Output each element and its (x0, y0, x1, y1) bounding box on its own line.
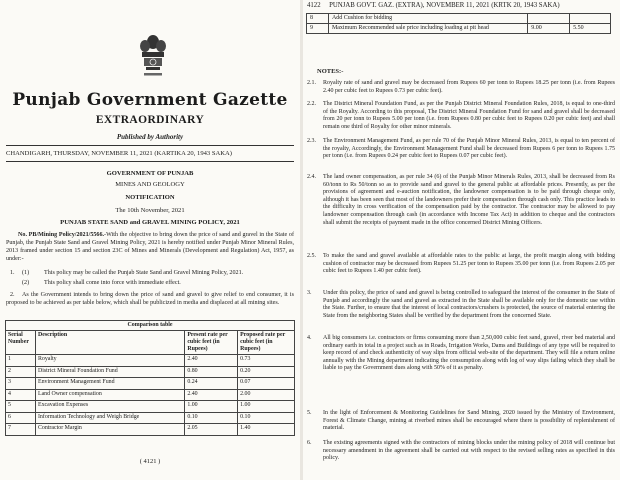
table-cell-present: 2.05 (185, 424, 238, 436)
note-text: The land owner compensation, as per rule 34 (6) of the Punjab Minor Minerals Rules, 2013, shall be decreased from Rs 60/tonn to Rs 50/tonn so as to provide sand and gravel to the general public at affordable prices. Presently, as per the provisions of agreement and e-auction notification, the landowner compensation is to be paid through cheque only, although it has been seen that most of the landowners prefer their compensation through cash only. This practice leads to the difficulty in cross verification of the compensation paid by the contractor. The contractor may be allowed to pay landowner compensation through cash (in accordance with Income Tax Act) in addition to cheque and the contractors shall submit the receipts of payment made in the office concerned District Mining Officers. (323, 174, 615, 226)
table-cell-sn: 6 (6, 412, 36, 424)
table-cell-sn: 5 (6, 401, 36, 413)
table-cell-proposed (570, 14, 611, 24)
table-cell-proposed: 2.00 (238, 389, 295, 401)
gazette-page-left (0, 0, 300, 480)
note-item (307, 335, 615, 373)
note-number: 6. (307, 440, 312, 446)
table-cell-proposed: 0.73 (238, 355, 295, 367)
table-cell-proposed: 5.50 (570, 24, 611, 34)
table-cell-proposed: 0.20 (238, 366, 295, 378)
table-cell-sn: 3 (6, 378, 36, 390)
running-head: 4122 PUNJAB GOVT. GAZ. (EXTRA), NOVEMBER 11, 2021 (KRTK 20, 1943 SAKA) (307, 2, 560, 9)
table-row (6, 366, 295, 378)
published-by: Published by Authority (116, 133, 184, 141)
item-1-number: 1. (10, 270, 15, 276)
table-cell-desc: Add Cushion for bidding (328, 14, 527, 24)
state-emblem-icon (133, 32, 173, 80)
comparison-table (5, 320, 295, 436)
table-cell-sn: 1 (6, 355, 36, 367)
note-item (307, 101, 615, 131)
note-number: 2.4. (307, 174, 316, 180)
note-number: 5. (307, 410, 312, 416)
gazette-page-right (303, 0, 620, 480)
note-item (307, 290, 615, 320)
table-row (307, 14, 611, 24)
notification-date: The 10th November, 2021 (115, 207, 185, 214)
note-number: 4. (307, 335, 312, 341)
note-number: 3. (307, 290, 312, 296)
notification-number: No. PB/Mining Policy/2021/5566. (18, 232, 105, 238)
table-cell-present: 2.40 (185, 389, 238, 401)
note-number: 2.5. (307, 253, 316, 259)
table-cell-proposed: 0.10 (238, 412, 295, 424)
page-number: ( 4121 ) (139, 458, 161, 465)
gazette-edition: EXTRAORDINARY (95, 114, 205, 126)
note-item (307, 138, 615, 161)
note-item (307, 174, 615, 227)
note-item (307, 80, 615, 95)
note-text: The Environment Management Fund, as per rule 70 of the Punjab Minor Mineral Rules, 2013, is equal to ten percent of the royalty, Accordingly, the Environment Management Fund shall be decreased from Rupees 6 per tonn to Rupees 1.75 per tonn (i.e. from Rupees 0.24 per cubic feet to Rupees 0.07 per cubic feet). (323, 138, 615, 160)
gazette-title: Punjab Government Gazette (12, 90, 288, 110)
divider (6, 145, 294, 146)
note-text: Under this policy, the price of sand and gravel is being controlled to safeguard the interest of the consumer in the State of Punjab and accordingly the sand and gravel as extracted in the State shall be available only for the domestic use within the State. Further, to ensure that the interest of local contractors/crushers is protected, the source of material entering the State from the neighboring States shall be verified by the department from the concerned State. (323, 290, 615, 319)
table-cell-proposed: 1.40 (238, 424, 295, 436)
table-row (6, 378, 295, 390)
government-name: GOVERNMENT OF PUNJAB (106, 170, 194, 177)
note-number: 2.2. (307, 101, 316, 107)
table-cell-desc: Environment Management Fund (35, 378, 184, 390)
policy-title: PUNJAB STATE SAND and GRAVEL MINING POLICY, 2021 (60, 219, 240, 226)
table-cell-present: 0.10 (185, 412, 238, 424)
note-text: To make the sand and gravel available at affordable rates to the public at large, the profit margin along with bidding cushion of contractor may be decreased from Rupees 51.25 per tonn to Rupees 35.00 per tonn (i.e. from Rupees 2.05 per cubic feet to Rupees 1.40 per cubic feet). (323, 253, 615, 275)
item-1a-text: This policy may be called the Punjab State Sand and Gravel Mining Policy, 2021. (44, 270, 244, 276)
note-text: All big consumers i.e. contractors or firms consuming more than 2,50,000 cubic feet sand, gravel, river bed material and ordinary earth in total in a project such as in Roads, Irrigation Works, Dams and Buildings of any type will be required to keep record of and check authenticity of way slips from official web-site of the department. They will file a return online annually with the Mining department indicating the consumption along with log of way slips failing which they shall be liable to pay the Government dues along with 50% of it as penalty. (323, 335, 615, 372)
header-description: Description (35, 331, 184, 355)
table-row (6, 389, 295, 401)
table-row (6, 401, 295, 413)
note-text: Royalty rate of sand and gravel may be decreased from Rupees 60 per tonn to Rupees 18.25 per tonn (i.e. from Rupees 2.40 per cubic feet to Rupees 0.73 per cubic feet). (323, 80, 615, 94)
table-cell-desc: Maximum Recommended sale price including loading at pit head (328, 24, 527, 34)
table-cell-present: 1.00 (185, 401, 238, 413)
header-present-rate: Present rate per cubic feet (in Rupees) (185, 331, 238, 355)
table-cell-sn: 9 (307, 24, 329, 34)
table-cell-desc: Information Technology and Weigh Bridge (35, 412, 184, 424)
note-text: In the light of Enforcement & Monitoring Guidelines for Sand Mining, 2020 issued by the Ministry of Environment, Forest & Climate Change, mining at riverbed mines shall be encouraged where there is possibility of replenishment of material. (323, 410, 615, 432)
table-body (307, 14, 611, 34)
divider (6, 161, 294, 162)
table-cell-desc: Excavation Expenses (35, 401, 184, 413)
table-cell-desc: Land Owner compensation (35, 389, 184, 401)
header-proposed-rate: Proposed rate per cubic feet (in Rupees) (238, 331, 295, 355)
comparison-table-continued (306, 13, 611, 34)
table-cell-desc: District Mineral Foundation Fund (35, 366, 184, 378)
table-cell-present: 9.00 (528, 24, 570, 34)
table-row (307, 24, 611, 34)
table-cell-sn: 7 (6, 424, 36, 436)
table-cell-sn: 2 (6, 366, 36, 378)
table-row (6, 412, 295, 424)
note-number: 2.3. (307, 138, 316, 144)
table-caption: Comparison table (6, 321, 295, 331)
table-cell-sn: 4 (6, 389, 36, 401)
note-item (307, 253, 615, 276)
item-1b-number: (2) (22, 280, 30, 286)
table-row (6, 424, 295, 436)
note-item (307, 410, 615, 433)
table-cell-sn: 8 (307, 14, 329, 24)
dateline: CHANDIGARH, THURSDAY, NOVEMBER 11, 2021 (KARTIKA 20, 1943 SAKA) (6, 150, 233, 157)
intro-paragraph (6, 231, 294, 263)
note-number: 2.1. (307, 80, 316, 86)
department-name: MINES AND GEOLOGY (115, 181, 185, 188)
notes-heading: NOTES:- (317, 68, 344, 75)
intro-text: -With the objective to bring down the price of sand and gravel in the State of Punjab, the Punjab State Sand and Gravel Mining Policy, 2021 is hereby notified under Punjab Minor Mineral Rules, 2013 framed under section 15 and section 23C of Mines and Minerals (Development and Regulation) Act, 1957, as under:- (6, 232, 294, 262)
item-2-text: As the Government intends to bring down the price of sand and gravel to give relief to end consumer, it is proposed to be achieved as per table below, which shall be publicized in media and displaced at all mining sites. (6, 292, 294, 306)
table-row (6, 355, 295, 367)
table-cell-proposed: 0.07 (238, 378, 295, 390)
table-cell-desc: Royalty (35, 355, 184, 367)
table-cell-present: 0.80 (185, 366, 238, 378)
note-item (307, 440, 615, 463)
table-cell-present: 0.24 (185, 378, 238, 390)
item-2-number: 2. (10, 292, 15, 298)
item-1b-text: This policy shall come into force with immediate effect. (44, 280, 181, 286)
table-cell-present: 2.40 (185, 355, 238, 367)
table-cell-present (528, 14, 570, 24)
header-serial: Serial Number (6, 331, 36, 355)
table-cell-desc: Contractor Margin (35, 424, 184, 436)
notification-heading: NOTIFICATION (125, 194, 175, 201)
note-text: The District Mineral Foundation Fund, as per the Punjab District Mineral Foundation Rules, 2018, is equal to one-third of the Royalty. According to this proposal, The District Mineral Foundation Fund for sand and gravel shall be decreased from 20 per tonn to Rupees 5.00 per tonn (i.e. from Rupees 0.80 per cubic feet to Rupees 0.20 per cubic feet) and shall remain one third of Royalty for other minor minerals. (323, 101, 615, 130)
note-text: The existing agreements signed with the contractors of mining blocks under the mining policy of 2018 will continue but necessary amendment in the agreement shall be carried out with respect to the revised selling rates as specified in this policy. (323, 440, 615, 462)
item-1a-number: (1) (22, 270, 30, 276)
table-cell-proposed: 1.00 (238, 401, 295, 413)
table-body (6, 355, 295, 436)
